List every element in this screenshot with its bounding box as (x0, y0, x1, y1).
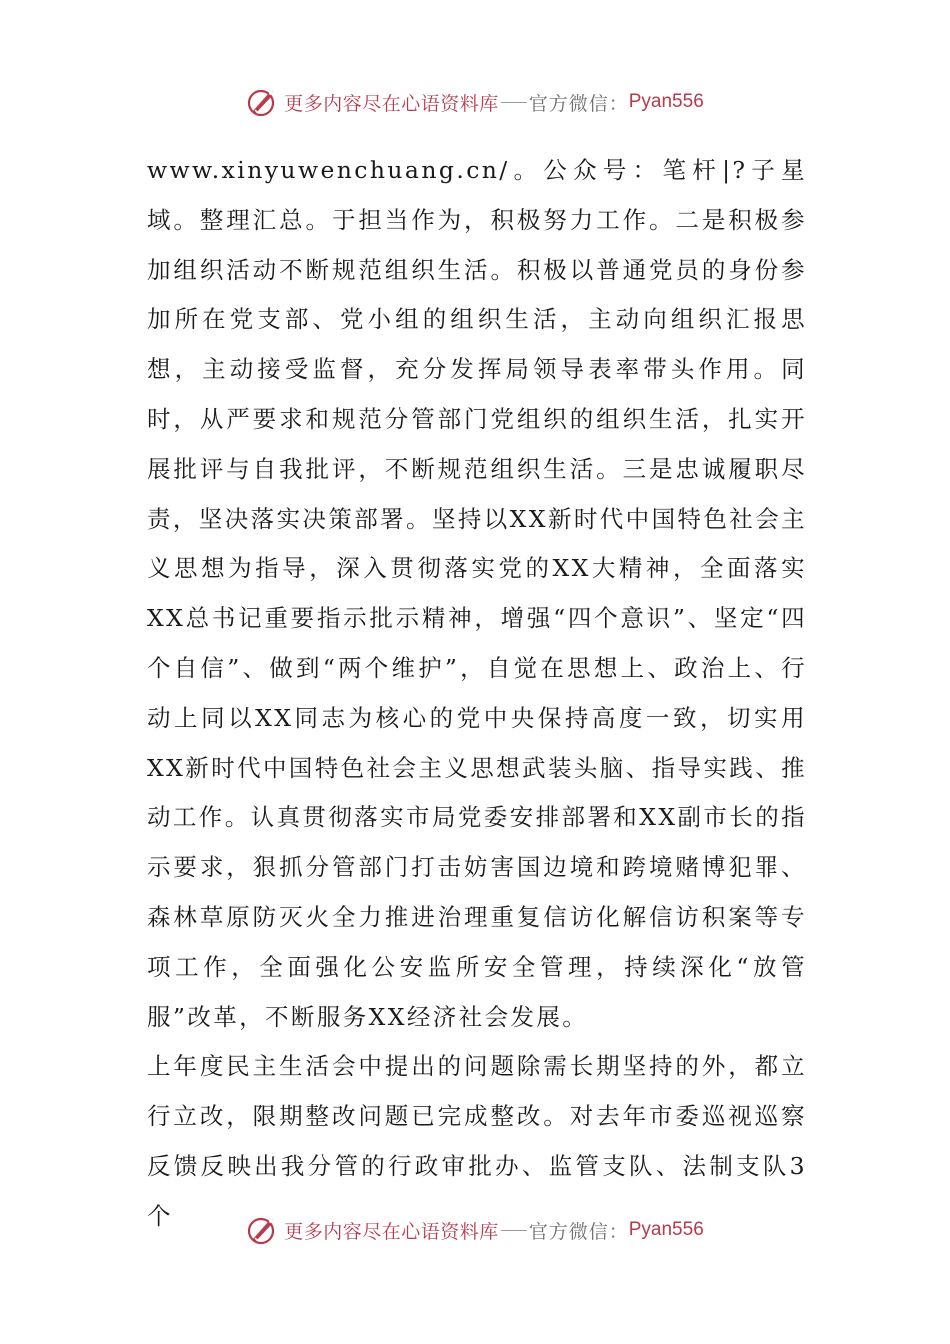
banner-divider (501, 1230, 527, 1231)
banner-main-text: 更多内容尽在心语资料库 (284, 92, 499, 115)
pen-logo-icon (246, 85, 280, 119)
banner-wechat-id: Pyan556 (628, 91, 704, 112)
banner-main-text: 更多内容尽在心语资料库 (284, 1220, 499, 1243)
body-paragraph-1: www.xinyuwenchuang.cn/。公众号：笔杆|?子星域。整理汇总。于担当作为，积极努力工作。二是积极参加组织活动不断规范组织生活。积极以普通党员的身份参加所在党支部、党小组的组织生活，主动向组织汇报思想，主动接受监督，充分发挥局领导表率带头作用。同时，从严要求和规范分管部门党组织的组织生活，扎实开展批评与自我批评，不断规范组织生活。三是忠诚履职尽责，坚决落实决策部署。坚持以XX新时代中国特色社会主义思想为指导，深入贯彻落实党的XX大精神，全面落实XX总书记重要指示批示精神，增强“四个意识”、坚定“四个自信”、做到“两个维护”，自觉在思想上、政治上、行动上同以XX同志为核心的党中央保持高度一致，切实用XX新时代中国特色社会主义思想武装头脑、指导实践、推动工作。认真贯彻落实市局党委安排部署和XX副市长的指示要求，狠抓分管部门打击妨害国边境和跨境赌博犯罪、森林草原防灭火全力推进治理重复信访化解信访积案等专项工作，全面强化公安监所安全管理，持续深化“放管服”改革，不断服务XX经济社会发展。 (147, 156, 807, 1031)
body-paragraph-2: 上年度民主生活会中提出的问题除需长期坚持的外，都立行立改，限期整改问题已完成整改。对去年市委巡视巡察反馈反映出我分管的行政审批办、监管支队、法制支队3个 (147, 1052, 807, 1230)
footer-banner (0, 1208, 950, 1252)
pen-logo-icon (246, 1213, 280, 1247)
banner-divider (501, 102, 527, 103)
banner-sub-text: 官方微信： (528, 92, 629, 115)
header-banner (0, 80, 950, 124)
banner-wechat-id: Pyan556 (628, 1219, 704, 1240)
banner-sub-text: 官方微信： (528, 1220, 629, 1243)
document-body (147, 146, 807, 1242)
